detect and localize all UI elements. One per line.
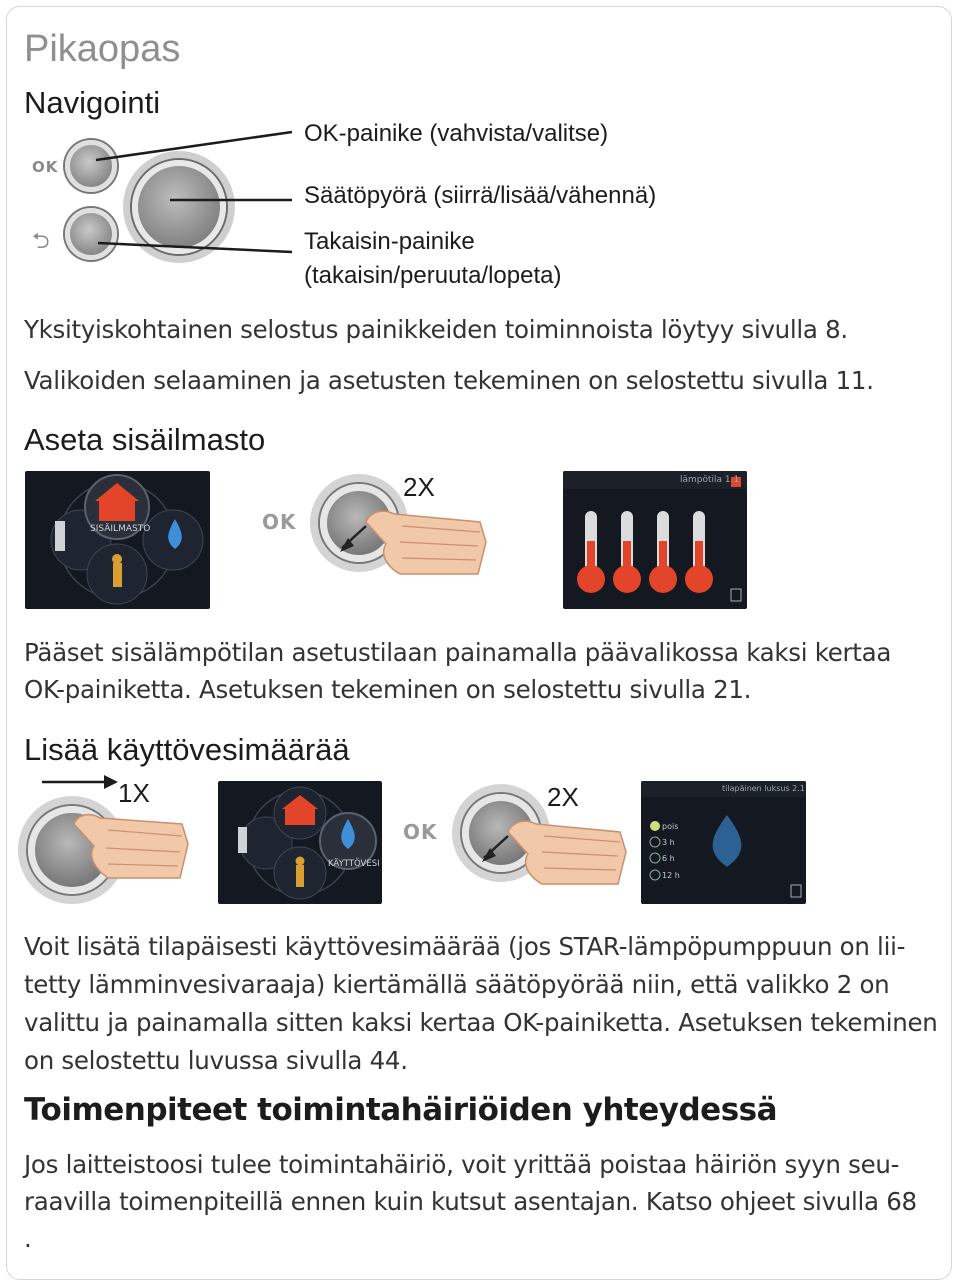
main-menu-graphic [25,471,210,609]
luxury-option-6h[interactable]: 6 h [662,854,675,863]
indoor-text-line1: Pääset sisälämpötilan asetustilaan painamalla päävalikossa kaksi kertaa [24,638,892,667]
info-icon [296,865,304,887]
faults-text-line2: raavilla toimenpiteillä ennen kuin kutsut asentajan. Katso ohjeet sivulla 68 [24,1187,917,1216]
ok-key-label: OK [32,158,59,176]
faults-text-line1: Jos laitteistoosi tulee toimintahäiriö, voit yrittää poistaa häiriön syyn seu- [24,1150,900,1179]
radiator-icon [55,521,65,551]
navigation-text-2: Valikoiden selaaminen ja asetusten tekeminen on selostettu sivulla 11. [24,366,874,395]
hotwater-text-line1: Voit lisätä tilapäisesti käyttövesimäärää (jos STAR-lämpöpumppuun on lii- [24,932,906,961]
hotwater-screen-title: tilapäinen luksus 2.1 [722,784,805,793]
indoor-screen-title: lämpötila 1.1 [680,475,740,485]
back-arrow-icon: ⮌ [32,228,50,253]
ok-callout-line [96,132,292,160]
hotwater-turn-count: 1X [118,778,150,808]
hotwater-text-line2: tetty lämminvesivaraaja) kiertämällä säätöpyörää niin, että valikko 2 on [24,970,890,999]
hotwater-text-line4: on selostettu luvussa sivulla 44. [24,1046,408,1075]
navigation-text-1: Yksityiskohtainen selostus painikkeiden toiminnoista löytyy sivulla 8. [24,315,848,344]
navigation-callout-lines [0,0,960,300]
hotwater-heading: Lisää käyttövesimäärää [24,732,350,767]
info-icon [113,563,122,587]
indoor-temp-screen [563,471,747,609]
hotwater-ok-label: OK [403,820,438,844]
help-icon [731,589,741,601]
thermometer-icon [577,511,605,593]
water-drop-icon [713,815,742,867]
main-menu-graphic [218,781,382,904]
luxury-option-12h[interactable]: 12 h [662,871,680,880]
radio-selected-icon [650,821,660,831]
hotwater-press-count: 2X [547,782,579,812]
dial-callout-text: Säätöpyörä (siirrä/lisää/vähennä) [304,182,657,209]
hotwater-menu-screen [218,781,382,904]
indoor-heading: Aseta sisäilmasto [24,422,266,457]
radio-icon [650,837,660,847]
hotwater-menu-label: KÄYTTÖVESI [328,859,380,869]
hotwater-text-line3: valittu ja painamalla sitten kaksi kertaa OK-painiketta. Asetuksen tekeminen [24,1008,938,1037]
turn-arrow-icon [40,772,120,792]
hand-icon [74,815,188,878]
faults-text-line3: . [24,1224,32,1253]
thermometer-icon [685,511,713,593]
faults-heading: Toimenpiteet toimintahäiriöiden yhteydessä [24,1092,778,1128]
radiator-icon [238,827,247,853]
back-callout-line [98,243,292,252]
navigation-heading: Navigointi [24,85,161,120]
indoor-text-line2: OK-painiketta. Asetuksen tekeminen on selostettu sivulla 21. [24,675,752,704]
hand-icon [366,511,486,574]
hotwater-turn-hand-graphic [64,808,196,882]
radio-icon [650,853,660,863]
thermometer-icon [649,511,677,593]
back-callout-text-line1: Takaisin-painike [304,228,475,255]
indoor-menu-label: SISÄILMASTO [90,524,151,534]
radio-icon [650,870,660,880]
indoor-menu-screen [25,471,210,609]
page-title: Pikaopas [24,28,181,70]
ok-callout-text: OK-painike (vahvista/valitse) [304,120,609,147]
help-icon [791,885,801,897]
back-callout-text-line2: (takaisin/peruuta/lopeta) [304,262,562,288]
indoor-press-count: 2X [403,472,435,502]
thermometers-graphic [563,471,747,609]
luxury-option-off[interactable]: pois [662,822,679,831]
thermometer-icon [613,511,641,593]
indoor-ok-label: OK [262,510,297,534]
hand-icon [508,821,626,884]
luxury-option-3h[interactable]: 3 h [662,838,675,847]
